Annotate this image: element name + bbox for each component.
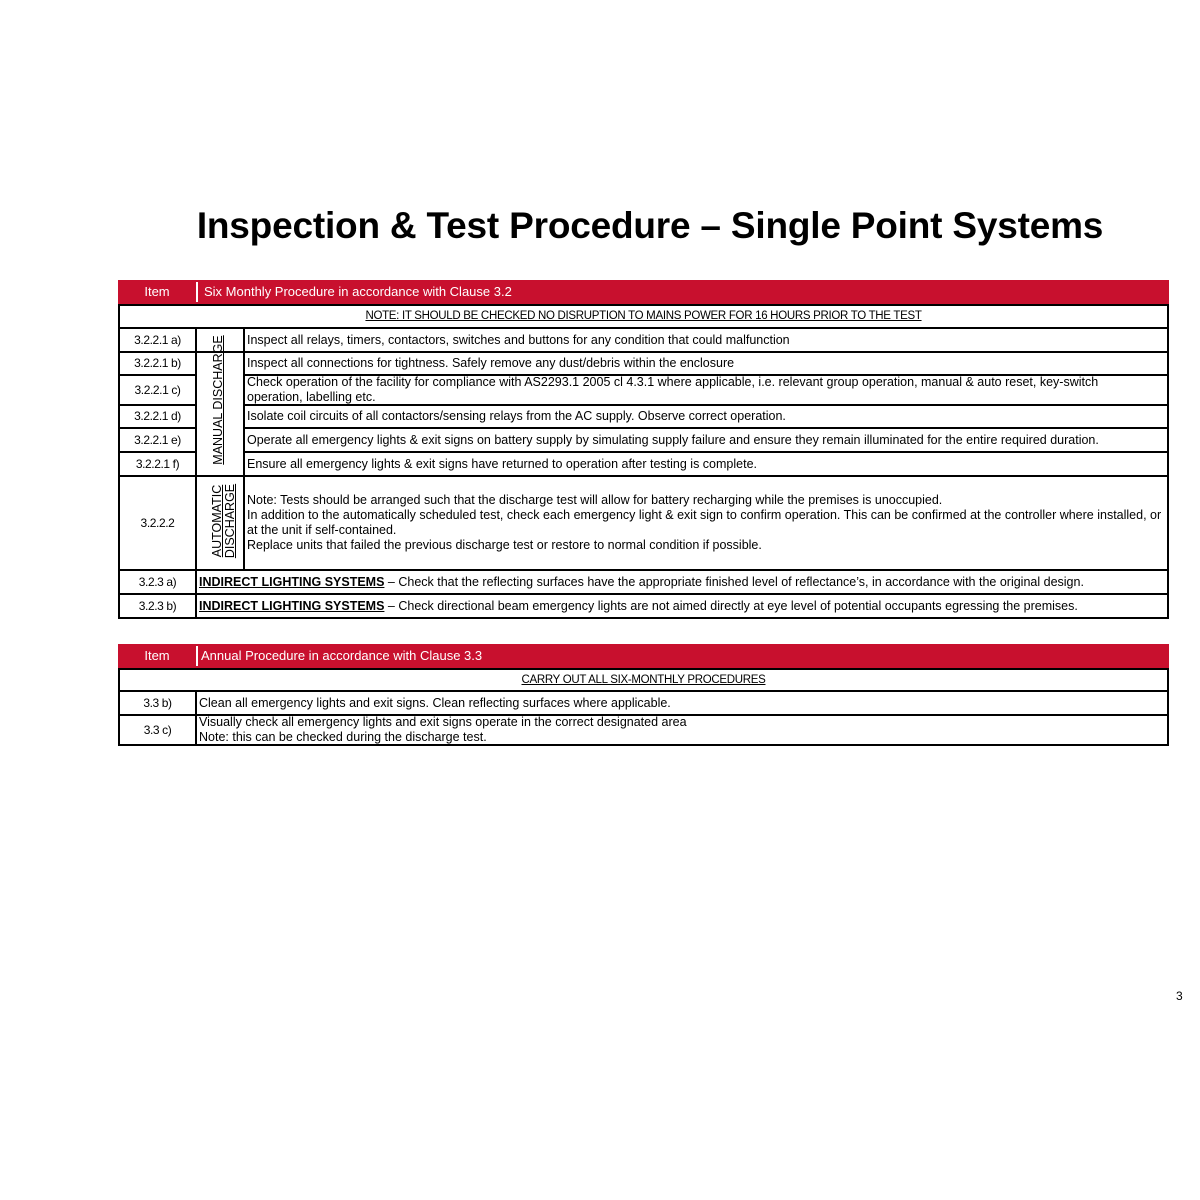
indirect-lighting-text — [199, 595, 1165, 617]
page-title: Inspection & Test Procedure – Single Point Systems — [196, 205, 1104, 246]
item-number: 3.2.2.1 f) — [135, 456, 180, 471]
header-procedure-label: Six Monthly Procedure in accordance with Clause 3.2 — [204, 284, 512, 299]
procedure-text: Ensure all emergency lights & exit signs have returned to operation after testing is complete. — [247, 456, 757, 471]
procedure-text: Clean all emergency lights and exit signs. Clean reflecting surfaces where applicable. — [199, 695, 671, 710]
indirect-lighting-label: INDIRECT LIGHTING SYSTEMS — [199, 598, 385, 613]
procedure-text: Operate all emergency lights & exit signs on battery supply by simulating supply failure and ensure they remain illuminated for the entire required duration. — [247, 432, 1099, 447]
indirect-lighting-text — [199, 571, 1165, 593]
page-number: 3 — [1176, 989, 1183, 1003]
procedure-text — [199, 715, 1165, 745]
auto-replace-line: Replace units that failed the previous discharge test or restore to normal condition if possible. — [247, 538, 762, 552]
header-separator — [196, 646, 198, 666]
header-item-label: Item — [144, 648, 170, 663]
procedure-text: Check operation of the facility for compliance with AS2293.1 2005 cl 4.3.1 where applicable, i.e. relevant group operation, manual & auto reset, key-switch operation, labelling etc. — [247, 375, 1099, 404]
header-separator — [196, 282, 198, 302]
annual-header — [118, 644, 1169, 668]
item-number: 3.2.2.2 — [140, 515, 175, 530]
item-number: 3.2.2.1 e) — [134, 432, 181, 447]
item-number: 3.2.2.1 b) — [134, 356, 181, 370]
auto-check-line: In addition to the automatically scheduled test, check each emergency light & exit sign to confirm operation. This can be confirmed at the controller where installed, or at the unit if self-contained. — [247, 508, 1162, 537]
item-number: 3.3 c) — [143, 722, 172, 737]
header-procedure-label: Annual Procedure in accordance with Clause 3.3 — [201, 648, 483, 663]
six-monthly-header — [118, 280, 1169, 304]
discharge-label: DISCHARGE — [223, 483, 237, 559]
auto-note-line: Note: Tests should be arranged such that the discharge test will allow for battery recharging while the premises is unoccupied. — [247, 493, 943, 507]
automatic-discharge-text — [247, 477, 1165, 569]
item-number: 3.2.3 a) — [138, 574, 177, 589]
indirect-lighting-label: INDIRECT LIGHTING SYSTEMS — [199, 574, 385, 589]
procedure-text: Isolate coil circuits of all contactors/sensing relays from the AC supply. Observe correct operation. — [247, 409, 786, 423]
item-number: 3.2.2.1 d) — [134, 409, 181, 423]
indirect-lighting-desc: – Check directional beam emergency lights are not aimed directly at eye level of potential occupants egressing the premises. — [384, 598, 1078, 613]
header-item-label: Item — [144, 284, 170, 299]
item-number: 3.3 b) — [143, 695, 172, 710]
manual-discharge-label: MANUAL DISCHARGE — [211, 335, 225, 465]
item-number: 3.2.3 b) — [138, 598, 177, 613]
indirect-lighting-desc: – Check that the reflecting surfaces have the appropriate finished level of reflectance’s, in accordance with the original design. — [384, 574, 1084, 589]
procedure-text: Inspect all connections for tightness. Safely remove any dust/debris within the enclosure — [247, 356, 735, 370]
procedure-line: Visually check all emergency lights and exit signs operate in the correct designated area — [199, 715, 687, 729]
six-monthly-note: NOTE: IT SHOULD BE CHECKED NO DISRUPTION TO MAINS POWER FOR 16 HOURS PRIOR TO THE TEST — [365, 310, 922, 322]
automatic-label: AUTOMATIC — [210, 484, 224, 558]
procedure-line: Note: this can be checked during the discharge test. — [199, 730, 487, 744]
item-number: 3.2.2.1 c) — [134, 382, 181, 397]
annual-note: CARRY OUT ALL SIX-MONTHLY PROCEDURES — [521, 674, 766, 686]
procedure-text: Inspect all relays, timers, contactors, switches and buttons for any condition that could malfunction — [247, 332, 790, 347]
item-number: 3.2.2.1 a) — [134, 332, 181, 347]
